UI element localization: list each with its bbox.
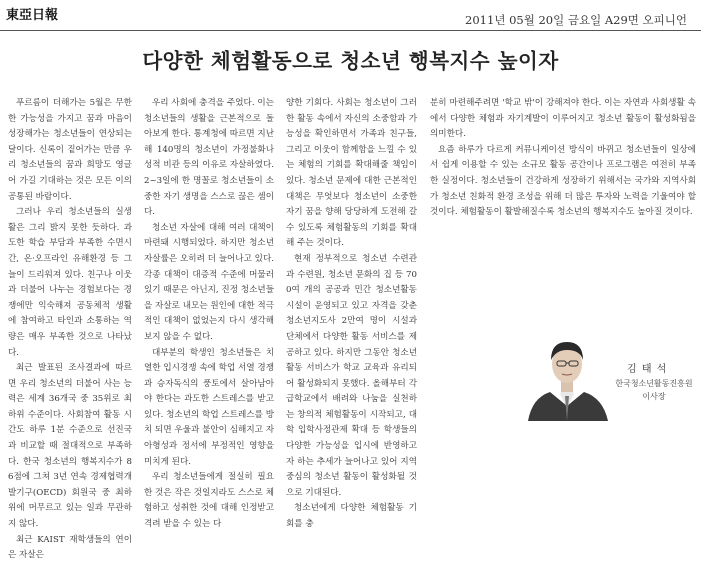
paragraph: 푸르름이 더해가는 5월은 무한한 가능성을 가지고 꿈과 마음이 성장해가는 청소년들이 연상되는 달이다. 신록이 짙어가는 만큼 우리 청소년들의 꿈과 희망도 영글어 가길 기대하는 것은 모든 이의 공통된 바람이다. xyxy=(8,98,132,202)
author-name: 김 태 석 xyxy=(627,364,668,375)
author-organization: 한국청소년활동진흥원 xyxy=(615,379,693,388)
header-rule xyxy=(0,30,701,31)
paragraph: 청소년에게 다양한 체험활동 기회를 충 xyxy=(286,503,417,530)
paragraph: 청소년 자살에 대해 여러 대책이 마련돼 시행되었다. 하지만 청소년 자살률은 오히려 더 늘어나고 있다. 각종 대책이 대증적 수준에 머물러 있기 때문은 아닌지, 진정 청소년들을 자살로 내모는 원인에 대한 적극적인 대책이 없었는지 다시 생각해보지 않을 수 없다. xyxy=(144,222,274,342)
paragraph: 요즘 하루가 다르게 커뮤니케이션 방식이 바뀌고 청소년들이 일상에서 쉽게 이용할 수 있는 소규모 활동 공간이나 프로그램은 여전히 부족한 실정이다. 청소년들이 건강하게 성장하기 위해서는 국가와 지역사회가 청소년 친화적 환경 조성을 위해 더 많은 투자와 노력을 기울여야 할 것이다. 체험활동이 활발해질수록 청소년의 행복지수도 높아질 것이다. xyxy=(430,144,696,218)
author-affiliation xyxy=(604,377,701,403)
article-headline: 다양한 체험활동으로 청소년 행복지수 높이자 xyxy=(142,49,559,73)
article-column-1 xyxy=(8,96,132,564)
author-portrait-icon xyxy=(520,328,615,421)
article-column-4 xyxy=(430,96,696,221)
paragraph: 양한 기회다. 사회는 청소년이 그러한 활동 속에서 자신의 소중함과 가능성을 확인하면서 가족과 친구들, 그리고 이웃이 함께함을 느낄 수 있는 체험의 기회를 확대해줄 책임이 있다. 청소년 문제에 대한 근본적인 대책은 무엇보다 청소년이 소중한 자기 꿈을 향해 당당하게 도전해 갈 수 있도록 체험활동의 기회를 확대해 주는 것이다. xyxy=(286,98,417,249)
paragraph: 우리 사회에 충격을 주었다. 이는 청소년들의 생활을 근본적으로 돌아보게 한다. 통계청에 따르면 지난해 140명의 청소년이 가정불화나 성적 비관 등의 이유로 자살하였다. 2~3일에 한 명꼴로 청소년들이 소중한 자기 생명을 스스로 끊은 셈이다. xyxy=(144,98,274,218)
paragraph: 최근 발표된 조사결과에 따르면 우리 청소년의 더불어 사는 능력은 세계 36개국 중 35위로 최하위 수준이다. 사회참여 활동 시간도 하루 1분 수준으로 선진국과 비교할 때 절대적으로 부족하다. 한국 청소년의 행복지수가 86점에 그쳐 3년 연속 경제협력개발기구(OECD) 회원국 중 최하위에 머무르고 있는 일과 무관하지 않다. xyxy=(8,363,132,530)
dateline: 2011년 05월 20일 금요일 A29면 오피니언 xyxy=(465,13,687,27)
paragraph: 분히 마련해주려면 '학교 밖'이 강해져야 한다. 이는 자연과 사회생활 속에서 다양한 체험과 자기계발이 이루어지고 청소년 활동이 활성화됨을 의미한다. xyxy=(430,98,696,140)
author-photo xyxy=(520,328,615,421)
newspaper-masthead: 東亞日報 xyxy=(6,8,59,23)
paragraph: 그러나 우리 청소년들의 실생활은 그리 밝지 못한 듯하다. 과도한 학습 부담과 부족한 수면시간, 온·오프라인 유해환경 등 그늘이 드리워져 있다. 친구나 이웃과 더불어 나누는 경험보다는 경쟁에만 익숙해져 공동체적 생활에 참여하고 타인과 소통하는 역량은 매우 부족한 것으로 나타났다. xyxy=(8,207,132,358)
author-title: 이사장 xyxy=(642,392,666,401)
paragraph: 우리 청소년들에게 절실히 필요한 것은 작은 것일지라도 스스로 체험하고 성취한 것에 대해 인정받고 격려 받을 수 있는 다 xyxy=(144,472,274,530)
paragraph: 최근 KAIST 재학생들의 연이은 자살은 xyxy=(8,534,132,561)
paragraph: 현재 정부적으로 청소년 수련관과 수련원, 청소년 문화의 집 등 700여 개의 공공과 민간 청소년활동시설이 운영되고 있고 자격을 갖춘 청소년지도사 2만여 명이 시설과 단체에서 다양한 활동 서비스를 제공하고 있다. 하지만 그동안 청소년활동 서비스가 학교 교육과 유리되어 활성화되지 못했다. 올해부터 각급학교에서 배려와 나눔을 실천하는 창의적 체험활동이 시작되고, 대학 입학사정관제 확대 등 학생들의 다양한 가능성을 입시에 반영하고자 하는 추세가 늘어나고 있어 지역 중심의 청소년 활동이 활성화될 것으로 기대된다. xyxy=(286,253,417,498)
paragraph: 대부분의 학생인 청소년들은 치열한 입시경쟁 속에 학업 서열 경쟁과 승자독식의 풍토에서 살아남아야 한다는 과도한 스트레스를 받고 있다. 청소년의 학업 스트레스를 방치 되면 우울과 불안이 심해지고 자아형성과 정서에 부정적인 영향을 미치게 된다. xyxy=(144,347,274,467)
article-column-2 xyxy=(144,96,274,533)
article-column-3 xyxy=(286,96,417,533)
